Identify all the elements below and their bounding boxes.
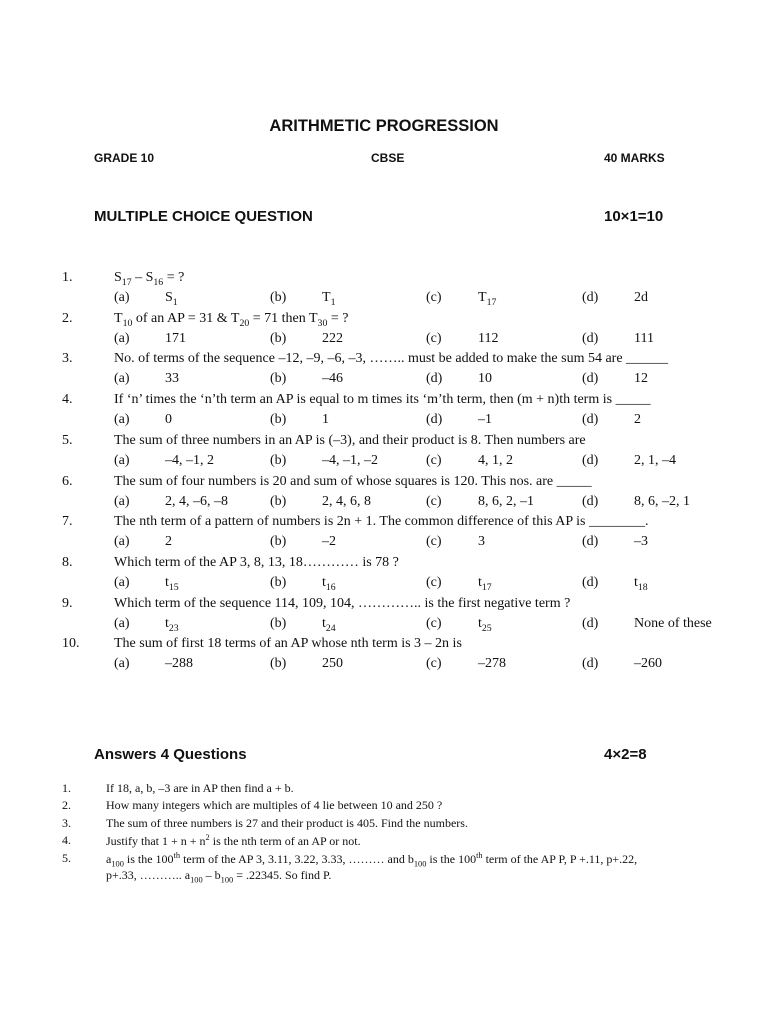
option-label: (d): [426, 412, 443, 427]
option-value: –260: [634, 656, 662, 671]
mcq-options-row: [0, 453, 768, 474]
question-number: 9.: [62, 596, 73, 611]
option-value: –4, –1, –2: [322, 453, 378, 468]
option-value: 111: [634, 331, 654, 346]
option-value: –4, –1, 2: [165, 453, 214, 468]
option-label: (c): [426, 616, 442, 631]
question-number: 5.: [62, 851, 71, 865]
option-label: (d): [582, 453, 599, 468]
option-label: (c): [426, 453, 442, 468]
option-value: –46: [322, 371, 343, 386]
option-label: (d): [582, 371, 599, 386]
option-label: (d): [426, 371, 443, 386]
mcq-question-row: [0, 270, 768, 291]
question-number: 6.: [62, 474, 73, 489]
option-value: 2d: [634, 290, 648, 305]
mcq-options-row: [0, 371, 768, 392]
option-value: –2: [322, 534, 336, 549]
option-value: $S_1$: [165, 290, 178, 308]
question-text: Justify that $1 + n + n^2$ is the nth term of an AP or not.: [106, 833, 361, 848]
option-value: 3: [478, 534, 485, 549]
option-value: 112: [478, 331, 499, 346]
question-text: The sum of first 18 terms of an AP whose nth term is 3 – 2n is: [114, 636, 462, 651]
question-number: 4.: [62, 833, 71, 847]
option-label: (b): [270, 290, 287, 305]
option-label: (c): [426, 494, 442, 509]
option-value: 8, 6, 2, –1: [478, 494, 534, 509]
question-text: Which term of the AP 3, 8, 13, 18………… is 78 ?: [114, 555, 399, 570]
mcq-question-row: [0, 555, 768, 576]
option-value: 4, 1, 2: [478, 453, 513, 468]
option-label: (a): [114, 656, 130, 671]
option-value: 2, 4, 6, 8: [322, 494, 371, 509]
option-label: (a): [114, 575, 130, 590]
mcq-question-row: [0, 433, 768, 454]
option-label: (b): [270, 494, 287, 509]
mcq-question-row: [0, 596, 768, 617]
option-label: (d): [582, 575, 599, 590]
question-text: If ‘n’ times the ‘n’th term an AP is equal to m times its ‘m’th term, then (m + n)th term is _____: [114, 392, 651, 407]
option-value: 2, 4, –6, –8: [165, 494, 228, 509]
question-text: No. of terms of the sequence –12, –9, –6, –3, …….. must be added to make the sum 54 are ______: [114, 351, 669, 366]
option-value: $T_{17}$: [478, 290, 497, 308]
question-text: $S_{17} - S_{16}$ = ?: [114, 270, 185, 288]
option-label: (a): [114, 412, 130, 427]
question-text: Which term of the sequence 114, 109, 104, ………….. is the first negative term ?: [114, 596, 571, 611]
question-text: The sum of three numbers is 27 and their product is 405. Find the numbers.: [106, 816, 468, 830]
option-label: (d): [582, 656, 599, 671]
question-text: The sum of three numbers in an AP is (–3), and their product is 8. Then numbers are: [114, 433, 586, 448]
mcq-options-row: [0, 616, 768, 637]
mcq-question-row: [0, 392, 768, 413]
question-number: 4.: [62, 392, 73, 407]
total-marks-label: 40 MARKS: [604, 151, 665, 165]
option-label: (a): [114, 371, 130, 386]
option-value: –1: [478, 412, 492, 427]
option-label: (a): [114, 494, 130, 509]
mcq-question-row: [0, 514, 768, 535]
mcq-question-row: [0, 311, 768, 332]
question-text: How many integers which are multiples of 4 lie between 10 and 250 ?: [106, 798, 443, 812]
mcq-section-marks: 10×1=10: [604, 208, 664, 225]
mcq-options-row: [0, 575, 768, 596]
option-label: (b): [270, 656, 287, 671]
option-value: $t_{16}$: [322, 575, 336, 593]
option-label: (b): [270, 412, 287, 427]
board-label: CBSE: [371, 151, 405, 165]
option-label: (d): [582, 494, 599, 509]
option-label: (d): [582, 331, 599, 346]
question-number: 2.: [62, 311, 73, 326]
question-number: 7.: [62, 514, 73, 529]
option-value: 222: [322, 331, 343, 346]
option-value: $t_{17}$: [478, 575, 492, 593]
option-value: 0: [165, 412, 172, 427]
option-label: (a): [114, 534, 130, 549]
question-text: $a_{100}$ is the 100th term of the AP 3, 3.11, 3.22, 3.33, ……… and $b_{100}$ is the 100th term of the AP P, P +.11, p+.22,: [106, 851, 638, 869]
option-label: (b): [270, 331, 287, 346]
option-value: 2, 1, –4: [634, 453, 676, 468]
option-value: –3: [634, 534, 648, 549]
option-label: (b): [270, 575, 287, 590]
option-value: 1: [322, 412, 329, 427]
option-label: (c): [426, 534, 442, 549]
option-value: –288: [165, 656, 193, 671]
mcq-question-row: [0, 636, 768, 657]
option-label: (d): [582, 616, 599, 631]
option-label: (b): [270, 534, 287, 549]
option-label: (c): [426, 656, 442, 671]
option-value: 33: [165, 371, 179, 386]
option-label: (d): [582, 290, 599, 305]
question-number: 3.: [62, 351, 73, 366]
mcq-options-row: [0, 331, 768, 352]
question-text: The nth term of a pattern of numbers is 2n + 1. The common difference of this AP is ________.: [114, 514, 649, 529]
answers-section-title: Answers 4 Questions: [94, 746, 247, 763]
option-value: None of these: [634, 616, 712, 631]
option-label: (d): [582, 534, 599, 549]
mcq-options-row: [0, 656, 768, 677]
option-value: 171: [165, 331, 186, 346]
option-label: (c): [426, 331, 442, 346]
option-value: 12: [634, 371, 648, 386]
option-value: 8, 6, –2, 1: [634, 494, 690, 509]
mcq-options-row: [0, 534, 768, 555]
option-value: $t_{18}$: [634, 575, 648, 593]
option-value: 250: [322, 656, 343, 671]
mcq-options-row: [0, 290, 768, 311]
option-value: $t_{15}$: [165, 575, 179, 593]
question-text: p+.33, ……….. $a_{100} - b_{100} = .22345$. So find P.: [106, 868, 332, 885]
question-number: 5.: [62, 433, 73, 448]
mcq-options-row: [0, 494, 768, 515]
option-label: (c): [426, 575, 442, 590]
mcq-question-row: [0, 474, 768, 495]
question-number: 1.: [62, 781, 71, 795]
option-label: (a): [114, 616, 130, 631]
option-value: 10: [478, 371, 492, 386]
question-number: 2.: [62, 798, 71, 812]
grade-label: GRADE 10: [94, 151, 155, 165]
page-title: ARITHMETIC PROGRESSION: [269, 117, 499, 135]
question-number: 3.: [62, 816, 71, 830]
option-label: (b): [270, 453, 287, 468]
option-value: –278: [478, 656, 506, 671]
option-label: (b): [270, 371, 287, 386]
option-value: $t_{23}$: [165, 616, 179, 634]
mcq-options-row: [0, 412, 768, 433]
mcq-section-title: MULTIPLE CHOICE QUESTION: [94, 208, 313, 225]
question-number: 8.: [62, 555, 73, 570]
option-label: (c): [426, 290, 442, 305]
question-text: If 18, a, b, –3 are in AP then find a + b.: [106, 781, 294, 795]
question-text: $T_{10}$ of an AP = 31 & $T_{20} = 71$ then $T_{30}$ = ?: [114, 311, 349, 329]
question-number: 10.: [62, 636, 80, 651]
question-text: The sum of four numbers is 20 and sum of whose squares is 120. This nos. are _____: [114, 474, 592, 489]
answers-section-marks: 4×2=8: [604, 746, 647, 763]
option-value: $t_{25}$: [478, 616, 492, 634]
question-number: 1.: [62, 270, 73, 285]
option-value: 2: [634, 412, 641, 427]
option-value: 2: [165, 534, 172, 549]
option-label: (d): [582, 412, 599, 427]
mcq-question-row: [0, 351, 768, 372]
option-label: (a): [114, 290, 130, 305]
option-label: (a): [114, 331, 130, 346]
option-value: $t_{24}$: [322, 616, 336, 634]
option-label: (a): [114, 453, 130, 468]
option-value: $T_1$: [322, 290, 336, 308]
option-label: (b): [270, 616, 287, 631]
